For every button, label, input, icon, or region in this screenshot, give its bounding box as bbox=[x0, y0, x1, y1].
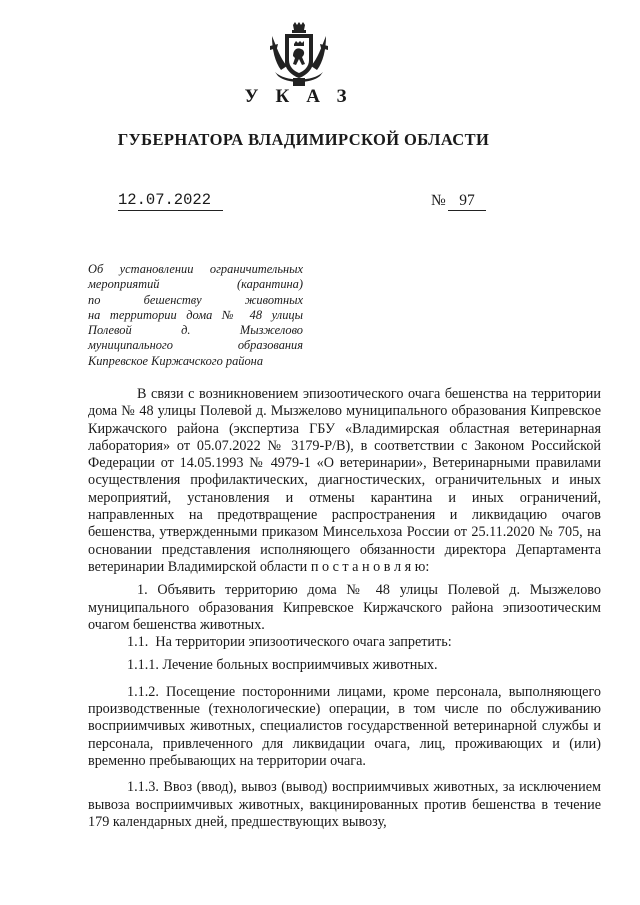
decree-subject bbox=[88, 262, 303, 369]
decree-title: УКАЗ bbox=[244, 86, 364, 107]
preamble-paragraph bbox=[88, 386, 601, 576]
subject-line: Полевой д. Мызжелово bbox=[88, 323, 303, 338]
decree-date: 12.07.2022 bbox=[118, 191, 223, 211]
preamble-text: В связи с возникновением эпизоотического очага бешенства на территории дома № 48 улицы Полевой д. Мызжелово муниципального образования Кипревское Киржачского района (экспертиза ГБУ «Владимирская областная ветеринарная лаборатория» от 05.07.2022 № 3179-Р/В), в соответствии с Законом Российской Федерации от 14.05.1993 № 4979-1 «О ветеринарии», Ветеринарными правилами осуществления профилактических, диагностических, ограничительных и иных мероприятий, установления и отмены карантина и иных ограничений, направленных на предотвращение распространения и ликвидацию очагов бешенства, утвержденными приказом Минсельхоза России от 25.11.2020 № 705, на основании представления исполняющего обязанности директора Департамента ветеринарии Владимирской области bbox=[88, 386, 601, 575]
issuer-title: ГУБЕРНАТОРА ВЛАДИМИРСКОЙ ОБЛАСТИ bbox=[117, 130, 490, 149]
item-1-1-3: 1.1.3. Ввоз (ввод), вывоз (вывод) восприимчивых животных, за исключением вывоза восприимчивых животных, вакцинированных против бешенства в течение 179 календарных дней, предшествующих вывозу, bbox=[88, 779, 601, 830]
subject-line: муниципального образования bbox=[88, 338, 303, 353]
subject-line: мероприятий (карантина) bbox=[88, 277, 303, 292]
subject-line: Кипревское Киржачского района bbox=[88, 353, 264, 368]
number-sign: № bbox=[431, 192, 446, 209]
subject-line: на территории дома № 48 улицы bbox=[88, 307, 303, 322]
coat-of-arms-emblem bbox=[267, 22, 331, 88]
decree-body bbox=[88, 386, 601, 831]
decree-number: 97 bbox=[448, 192, 486, 211]
item-1-1-2: 1.1.2. Посещение посторонними лицами, кроме персонала, выполняющего производственные (технологические) операции, в том числе по обслуживанию восприимчивых животных, специалистов государственной ветеринарной службы и персонала, привлеченного для ликвидации очага, лиц, проживающих и (или) временно пребывающих на территории очага. bbox=[88, 683, 601, 769]
subject-line: Об установлении ограничительных bbox=[88, 262, 303, 276]
subject-line: по бешенству животных bbox=[88, 292, 303, 307]
item-1: 1. Объявить территорию дома № 48 улицы Полевой д. Мызжелово муниципального образования Кипревское Киржачского района эпизоотическим очагом бешенства животных. bbox=[88, 582, 601, 633]
decree-verb: п о с т а н о в л я ю: bbox=[310, 558, 430, 575]
item-1-1-1: 1.1.1. Лечение больных восприимчивых животных. bbox=[127, 657, 438, 674]
item-1-1: 1.1. На территории эпизоотического очага запретить: bbox=[127, 634, 452, 651]
